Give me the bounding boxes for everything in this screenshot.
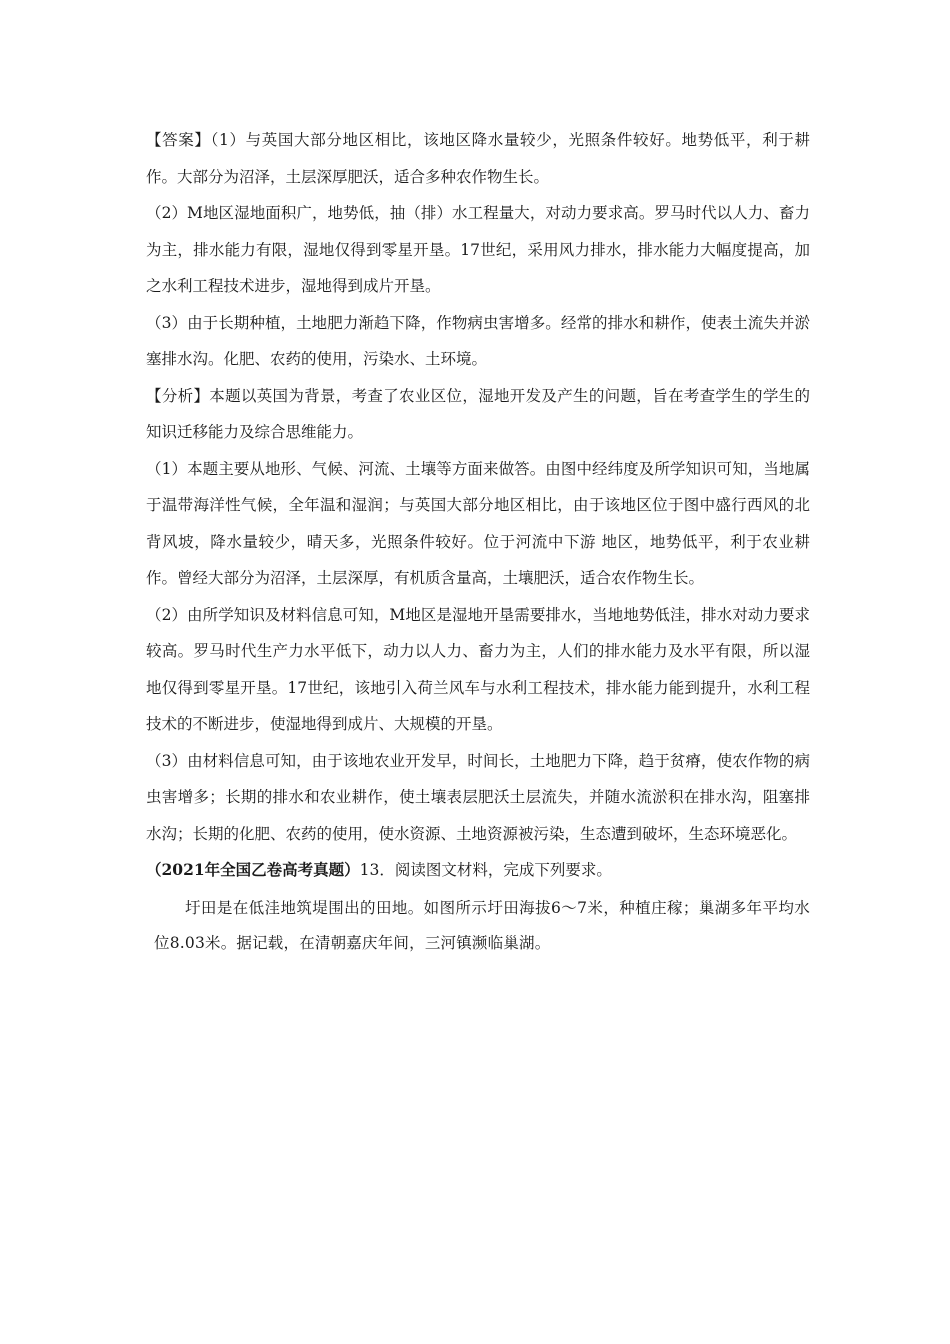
analysis-intro-paragraph [146, 378, 810, 451]
question-source: （2021年全国乙卷高考真题） [146, 860, 360, 879]
document-content [146, 122, 810, 961]
analysis-paragraph-3: （3）由材料信息可知，由于该地农业开发早，时间长，土地肥力下降，趋于贫瘠，使农作物的病虫害增多；长期的排水和农业耕作，使土壤表层肥沃土层流失，并随水流淤积在排水沟，阻塞排水沟；长期的化肥、农药的使用，使水资源、土地资源被污染，生态遭到破坏，生态环境恶化。 [146, 751, 810, 843]
analysis-intro-text: 本题以英国为背景，考查了农业区位，湿地开发及产生的问题，旨在考查学生的学生的知识迁移能力及综合思维能力。 [146, 386, 810, 441]
answer-label: 【答案】 [146, 131, 211, 149]
analysis-paragraph-1: （1）本题主要从地形、气候、河流、土壤等方面来做答。由图中经纬度及所学知识可知，当地属于温带海洋性气候，全年温和湿润；与英国大部分地区相比，由于该地区位于图中盛行西风的北背风坡，降水量较少，晴天多，光照条件较好。位于河流中下游 地区，地势低平，利于农业耕作。曾经大部分为沼泽，土层深厚，有机质含量高，土壤肥沃，适合农作物生长。 [146, 459, 810, 587]
question-material-text: 圩田是在低洼地筑堤围出的田地。如图所示圩田海拔6～7米，种植庄稼；巢湖多年平均水位8.03米。据记载，在清朝嘉庆年间，三河镇濒临巢湖。 [154, 898, 810, 952]
analysis-paragraph-2: （2）由所学知识及材料信息可知，M地区是湿地开垦需要排水，当地地势低洼，排水对动力要求较高。罗马时代生产力水平低下，动力以人力、畜力为主，人们的排水能力及水平有限，所以湿地仅得到零星开垦。17世纪，该地引入荷兰风车与水利工程技术，排水能力能到提升，水利工程技术的不断进步，使湿地得到成片、大规模的开垦。 [146, 605, 810, 733]
question-number-text: 13．阅读图文材料，完成下列要求。 [359, 861, 612, 879]
question-heading [146, 852, 810, 889]
answer-paragraph-3: （3）由于长期种植，土地肥力渐趋下降，作物病虫害增多。经常的排水和耕作，使表土流失并淤塞排水沟。化肥、农药的使用，污染水、土环境。 [146, 313, 810, 368]
analysis-label: 【分析】 [146, 386, 210, 405]
answer-paragraph-1 [146, 122, 810, 195]
answer-part-1-text: （1）与英国大部分地区相比，该地区降水量较少，光照条件较好。地势低平，利于耕作。大部分为沼泽，土层深厚肥沃，适合多种农作物生长。 [146, 131, 810, 186]
answer-paragraph-2: （2）M地区湿地面积广，地势低，抽（排）水工程量大，对动力要求高。罗马时代以人力、畜力为主，排水能力有限，湿地仅得到零星开垦。17世纪，采用风力排水，排水能力大幅度提高，加之水利工程技术进步，湿地得到成片开垦。 [146, 204, 810, 295]
question-material-block [146, 891, 810, 961]
